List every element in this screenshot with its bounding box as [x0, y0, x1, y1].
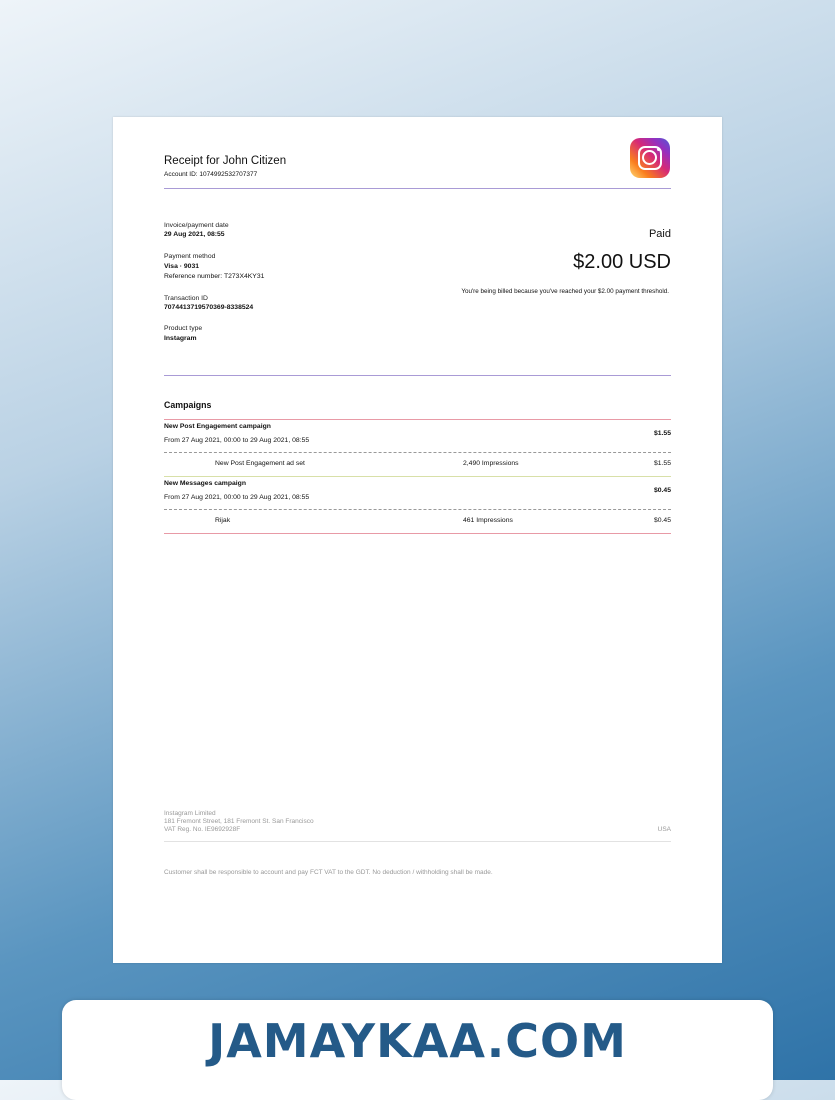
- campaign-name: New Post Engagement campaign: [164, 423, 271, 430]
- banner-text: JAMAYKAA.COM: [208, 1014, 627, 1068]
- ad-set-name: New Post Engagement ad set: [215, 460, 305, 467]
- campaigns-top-divider: [164, 419, 671, 420]
- status-badge: Paid: [648, 228, 671, 240]
- campaign-divider: [164, 476, 671, 477]
- ad-set-name: Rijak: [215, 517, 231, 524]
- ad-set-impressions: 2,490 Impressions: [463, 460, 519, 467]
- campaigns-heading: Campaigns: [164, 400, 212, 410]
- instagram-logo-icon: [630, 138, 670, 178]
- campaign-name: New Messages campaign: [164, 480, 246, 487]
- ad-set-impressions: 461 Impressions: [463, 517, 513, 524]
- payment-method-label: Payment method: [164, 253, 216, 260]
- billing-note: You're being billed because you've reached your $2.00 payment threshold.: [461, 288, 669, 295]
- campaign-dashed-divider: [164, 452, 671, 453]
- company-country: USA: [657, 826, 671, 833]
- receipt-title: Receipt for John Citizen: [164, 155, 287, 167]
- transaction-id-value: 7074413719570369-8338524: [164, 304, 254, 311]
- ad-set-amount: $0.45: [653, 517, 671, 524]
- product-type-value: Instagram: [164, 335, 197, 342]
- account-id: Account ID: 1074992532707377: [164, 171, 258, 178]
- vat-disclaimer: Customer shall be responsible to account and pay FCT VAT to the GDT. No deduction / withholding shall be made.: [164, 869, 493, 876]
- vat-number: VAT Reg. No. IE9692928F: [164, 826, 241, 833]
- invoice-date-label: Invoice/payment date: [164, 222, 229, 229]
- ad-set-amount: $1.55: [653, 460, 671, 467]
- transaction-id-label: Transaction ID: [164, 295, 208, 302]
- campaign-dashed-divider: [164, 509, 671, 510]
- reference-number: Reference number: T273X4KY31: [164, 273, 265, 280]
- footer-divider: [164, 841, 671, 842]
- receipt-page: [113, 117, 722, 963]
- campaign-total: $1.55: [653, 430, 671, 437]
- campaigns-bottom-divider: [164, 533, 671, 534]
- details-divider: [164, 375, 671, 376]
- campaign-period: From 27 Aug 2021, 00:00 to 29 Aug 2021, 08:55: [164, 437, 310, 444]
- product-type-label: Product type: [164, 325, 203, 332]
- header-divider: [164, 188, 671, 189]
- company-name: Instagram Limited: [164, 810, 216, 817]
- invoice-date-value: 29 Aug 2021, 08:55: [164, 231, 225, 238]
- total-amount: $2.00 USD: [573, 251, 671, 273]
- campaign-period: From 27 Aug 2021, 00:00 to 29 Aug 2021, 08:55: [164, 494, 310, 501]
- banner: [62, 1000, 773, 1100]
- payment-method-value: Visa · 9031: [164, 263, 200, 270]
- campaign-total: $0.45: [653, 487, 671, 494]
- company-address: 181 Fremont Street, 181 Fremont St. San Francisco: [164, 818, 314, 825]
